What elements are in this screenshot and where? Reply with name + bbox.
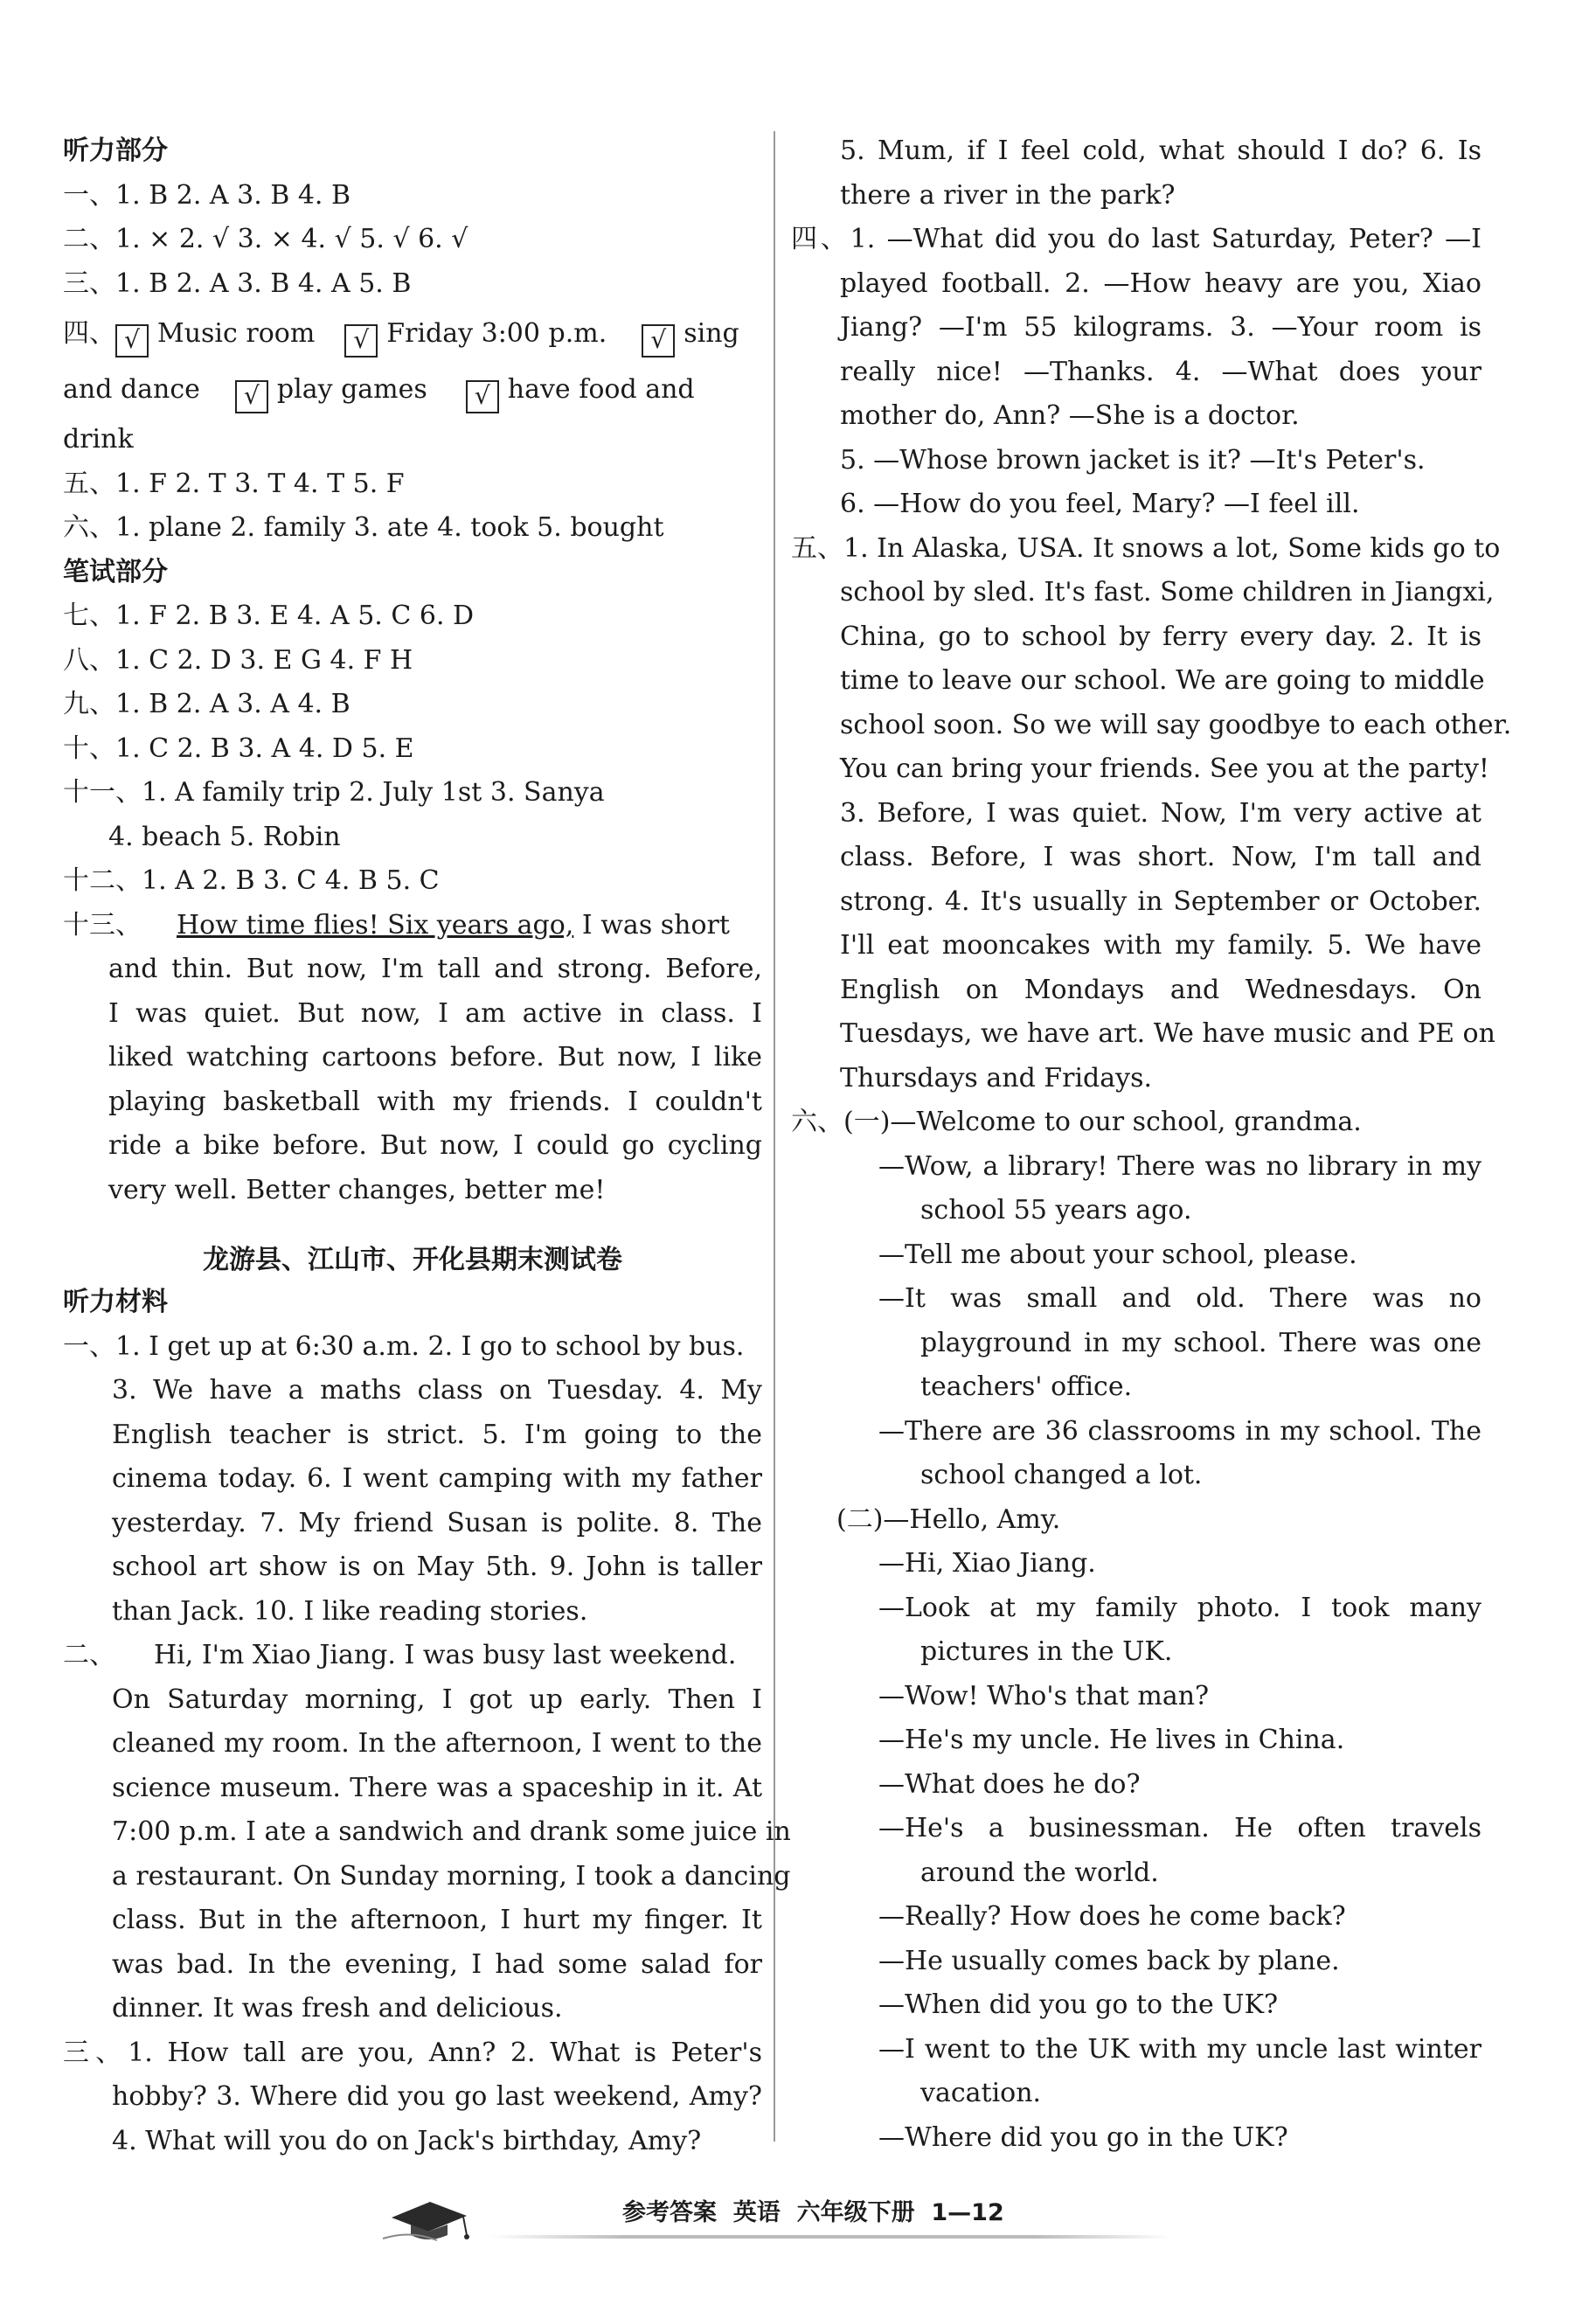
material-line: class. Before, I was short. Now, I'm tall and bbox=[840, 842, 1482, 872]
answer-line: 二、1. × 2. √ 3. × 4. √ 5. √ 6. √ bbox=[63, 224, 468, 254]
material-line: than Jack. 10. I like reading stories. bbox=[112, 1595, 588, 1627]
dialogue-line: —Where did you go in the UK? bbox=[878, 2121, 1288, 2153]
dialogue-line: —He's a businessman. He often travels bbox=[878, 1813, 1482, 1843]
dialogue-line: —It was small and old. There was no bbox=[878, 1283, 1482, 1314]
material-line: English on Mondays and Wednesdays. On bbox=[840, 974, 1482, 1005]
dialogue-line: vacation. bbox=[920, 2078, 1042, 2108]
material-line: I'll eat mooncakes with my family. 5. We have bbox=[840, 930, 1482, 961]
material-line: yesterday. 7. My friend Susan is polite. 8. The bbox=[112, 1507, 762, 1538]
page-footer bbox=[0, 2190, 1596, 2260]
exam-title: 龙游县、江山市、开化县期末测试卷 bbox=[203, 1245, 622, 1275]
dialogue-line: teachers' office. bbox=[920, 1371, 1133, 1402]
section-heading-written: 笔试部分 bbox=[63, 556, 168, 587]
material-line: science museum. There was a spaceship in it. At bbox=[112, 1772, 762, 1803]
answer-line-checkboxes bbox=[63, 306, 762, 362]
material-line: You can bring your friends. See you at the party! bbox=[840, 753, 1489, 784]
section-heading-listening: 听力部分 bbox=[63, 135, 168, 166]
dialogue-line: school 55 years ago. bbox=[920, 1195, 1192, 1225]
dialogue-text: —Welcome to our school, grandma. bbox=[890, 1107, 1362, 1137]
dialogue-line: —Tell me about your school, please. bbox=[878, 1239, 1357, 1270]
essay-line: playing basketball with my friends. I couldn't bbox=[108, 1086, 762, 1117]
answer-line: 十一、1. A family trip 2. July 1st 3. Sanya bbox=[63, 777, 605, 808]
material-line: Tuesdays, we have art. We have music and PE on bbox=[840, 1018, 1495, 1049]
option-label: Music room bbox=[157, 318, 316, 349]
question-number: 四、 bbox=[63, 318, 115, 349]
checkbox-checked: √ bbox=[466, 380, 499, 413]
material-text: Hi, I'm Xiao Jiang. I was busy last weekend. bbox=[154, 1640, 737, 1670]
material-line: there a river in the park? bbox=[840, 179, 1176, 211]
essay-line: liked watching cartoons before. But now, I like bbox=[108, 1042, 762, 1073]
question-number: 十三、 bbox=[63, 909, 142, 941]
answer-line: 八、1. C 2. D 3. E G 4. F H bbox=[63, 644, 413, 676]
dialogue-first-line bbox=[791, 1100, 1482, 1145]
material-line: cinema today. 6. I went camping with my father bbox=[112, 1463, 762, 1494]
material-line: was bad. In the evening, I had some salad for bbox=[112, 1948, 762, 1980]
material-line: hobby? 3. Where did you go last weekend, Amy? bbox=[112, 2081, 762, 2112]
dialogue-line: playground in my school. There was one bbox=[920, 1327, 1482, 1358]
material-line: played football. 2. —How heavy are you, Xiao bbox=[840, 267, 1482, 299]
material-line: Thursdays and Fridays. bbox=[840, 1062, 1153, 1093]
material-line: 4. What will you do on Jack's birthday, Amy? bbox=[112, 2125, 702, 2156]
dialogue-line: pictures in the UK. bbox=[920, 1636, 1173, 1667]
material-line: class. But in the afternoon, I hurt my finger. It bbox=[112, 1905, 762, 1935]
dialogue-first-line bbox=[791, 1498, 1482, 1543]
option-label: Friday 3:00 p.m. bbox=[386, 318, 607, 349]
essay-line: very well. Better changes, better me! bbox=[108, 1174, 606, 1205]
question-number: 二、 bbox=[63, 1640, 115, 1670]
checkbox-checked: √ bbox=[642, 324, 675, 358]
material-line: cleaned my room. In the afternoon, I went to the bbox=[112, 1728, 762, 1759]
answer-line: 一、1. B 2. A 3. B 4. B bbox=[63, 179, 351, 211]
graduation-cap-icon bbox=[376, 2195, 481, 2247]
answer-line: 五、1. F 2. T 3. T 4. T 5. F bbox=[63, 468, 405, 499]
option-label: sing bbox=[684, 318, 739, 349]
left-column bbox=[63, 129, 791, 2163]
material-line: school art show is on May 5th. 9. John is taller bbox=[112, 1552, 762, 1582]
option-label: and dance bbox=[63, 374, 200, 405]
answer-line: 4. beach 5. Robin bbox=[108, 821, 341, 852]
essay-line: and thin. But now, I'm tall and strong. Before, bbox=[108, 954, 762, 984]
material-line: 五、1. In Alaska, USA. It snows a lot, Some kids go to bbox=[791, 532, 1501, 564]
dialogue-line: —When did you go to the UK? bbox=[878, 1989, 1279, 2020]
dialogue-line: —What does he do? bbox=[878, 1768, 1141, 1800]
dialogue-line: school changed a lot. bbox=[920, 1460, 1203, 1490]
dialogue-text: —Hello, Amy. bbox=[883, 1503, 1061, 1535]
material-line: English teacher is strict. 5. I'm going to the bbox=[112, 1419, 762, 1450]
dialogue-line: —Really? How does he come back? bbox=[878, 1901, 1346, 1932]
essay-first-line bbox=[63, 904, 762, 948]
question-number: 六、(一) bbox=[791, 1107, 891, 1137]
dialogue-line: —Hi, Xiao Jiang. bbox=[878, 1548, 1096, 1579]
material-line: 3. Before, I was quiet. Now, I'm very active at bbox=[840, 797, 1482, 829]
material-line: 5. Mum, if I feel cold, what should I do? 6. Is bbox=[840, 135, 1482, 166]
answer-line: 三、1. B 2. A 3. B 4. A 5. B bbox=[63, 267, 412, 299]
material-line: 一、1. I get up at 6:30 a.m. 2. I go to school by bus. bbox=[63, 1330, 745, 1362]
dialogue-line: —There are 36 classrooms in my school. The bbox=[878, 1415, 1482, 1447]
material-line: really nice! —Thanks. 4. —What does your bbox=[840, 356, 1482, 387]
dialogue-line: —Wow, a library! There was no library in my bbox=[878, 1150, 1482, 1182]
answer-line: 七、1. F 2. B 3. E 4. A 5. C 6. D bbox=[63, 601, 475, 631]
checkbox-checked: √ bbox=[235, 380, 268, 413]
material-line: Jiang? —I'm 55 kilograms. 3. —Your room is bbox=[840, 312, 1482, 343]
material-line: 四、1. —What did you do last Saturday, Peter? —I bbox=[791, 224, 1482, 254]
material-line: a restaurant. On Sunday morning, I took a dancing bbox=[112, 1860, 791, 1892]
material-line: 5. —Whose brown jacket is it? —It's Peter's. bbox=[840, 444, 1426, 476]
question-number: (二) bbox=[836, 1503, 884, 1535]
material-line: dinner. It was fresh and delicious. bbox=[112, 1993, 563, 2024]
option-label: have food and bbox=[507, 374, 695, 405]
answer-line: drink bbox=[63, 424, 134, 455]
material-line: school soon. So we will say goodbye to each other. bbox=[840, 709, 1512, 740]
answer-line: 十二、1. A 2. B 3. C 4. B 5. C bbox=[63, 865, 440, 896]
material-line: China, go to school by ferry every day. 2. It is bbox=[840, 621, 1482, 652]
dialogue-line: —Wow! Who's that man? bbox=[878, 1680, 1210, 1711]
footer-rule bbox=[489, 2235, 1171, 2239]
footer-text: 参考答案 英语 六年级下册 1—12 bbox=[622, 2199, 1004, 2226]
material-line: 三、1. How tall are you, Ann? 2. What is Peter's bbox=[63, 2037, 762, 2068]
essay-line: ride a bike before. But now, I could go cycling bbox=[108, 1130, 762, 1161]
answer-line: 九、1. B 2. A 3. A 4. B bbox=[63, 689, 350, 719]
material-line: time to leave our school. We are going to middle bbox=[840, 665, 1485, 696]
material-line: mother do, Ann? —She is a doctor. bbox=[840, 400, 1300, 431]
dialogue-line: around the world. bbox=[920, 1857, 1159, 1888]
underlined-text: How time flies! Six years ago, bbox=[177, 909, 574, 941]
checkbox-checked: √ bbox=[344, 324, 378, 358]
dialogue-line: —He usually comes back by plane. bbox=[878, 1945, 1340, 1976]
checkbox-checked: √ bbox=[115, 324, 149, 358]
right-column bbox=[791, 129, 1512, 2160]
material-line: On Saturday morning, I got up early. Then I bbox=[112, 1684, 762, 1715]
answer-line: 六、1. plane 2. family 3. ate 4. took 5. bought bbox=[63, 512, 664, 543]
dialogue-line: —I went to the UK with my uncle last winter bbox=[878, 2033, 1482, 2065]
material-line: 6. —How do you feel, Mary? —I feel ill. bbox=[840, 489, 1360, 519]
material-line: 7:00 p.m. I ate a sandwich and drank some juice in bbox=[112, 1816, 791, 1847]
option-label: play games bbox=[276, 374, 427, 405]
answer-line-checkboxes bbox=[63, 362, 762, 418]
material-first-line bbox=[63, 1634, 762, 1678]
material-line: 3. We have a maths class on Tuesday. 4. My bbox=[112, 1375, 762, 1406]
material-line: strong. 4. It's usually in September or October. bbox=[840, 885, 1482, 917]
essay-text: I was short bbox=[573, 909, 730, 941]
section-heading-material: 听力材料 bbox=[63, 1287, 168, 1317]
essay-line: I was quiet. But now, I am active in class. I bbox=[108, 997, 762, 1029]
dialogue-line: —He's my uncle. He lives in China. bbox=[878, 1725, 1345, 1755]
answer-line: 十、1. C 2. B 3. A 4. D 5. E bbox=[63, 732, 414, 764]
dialogue-line: —Look at my family photo. I took many bbox=[878, 1592, 1482, 1623]
material-line: school by sled. It's fast. Some children in Jiangxi, bbox=[840, 577, 1495, 607]
